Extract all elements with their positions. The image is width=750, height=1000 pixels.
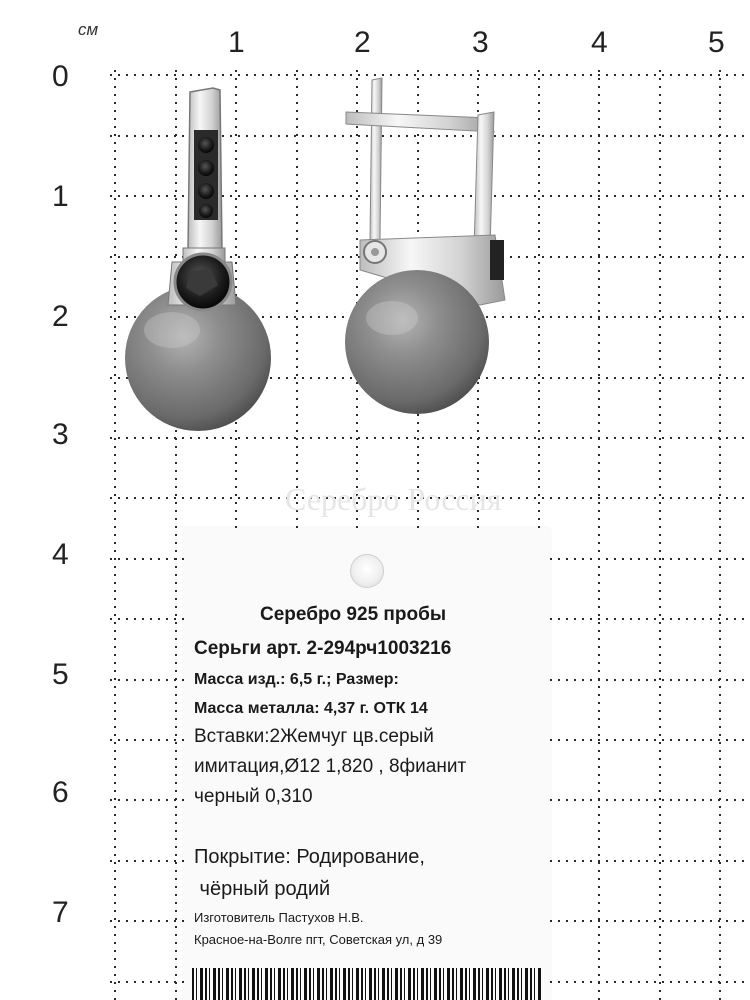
- ruler-top-4: 4: [591, 26, 608, 59]
- tag-mass-item: Масса изд.: 6,5 г.; Размер:: [194, 671, 399, 688]
- tag-coating-line-2: чёрный родий: [194, 878, 331, 900]
- tag-coating-line-1: Покрытие: Родирование,: [194, 846, 425, 868]
- tag-title: Серебро 925 пробы: [260, 604, 447, 625]
- earring-left: [125, 88, 271, 431]
- product-tag: [184, 528, 550, 1000]
- ruler-left-6: 6: [52, 776, 69, 809]
- ruler-left-4: 4: [52, 538, 69, 571]
- ruler-left-7: 7: [52, 896, 69, 929]
- tag-maker-line-1: Изготовитель Пастухов Н.В.: [194, 910, 364, 925]
- tag-maker-line-2: Красное-на-Волге пгт, Советская ул, д 39: [194, 932, 443, 947]
- ruler-top-2: 2: [354, 26, 371, 59]
- ruler-left-0: 0: [52, 60, 69, 93]
- tag-hole: [350, 554, 384, 588]
- ruler-top-1: 1: [228, 26, 245, 59]
- barcode: [192, 968, 542, 1000]
- ruler-left-3: 3: [52, 418, 69, 451]
- ruler-left-5: 5: [52, 658, 69, 691]
- ruler-left-2: 2: [52, 300, 69, 333]
- earring-right: [345, 78, 505, 414]
- tag-mass-metal: Масса металла: 4,37 г. ОТК 14: [194, 700, 428, 717]
- watermark: Серебро Россия: [285, 481, 502, 517]
- tag-inserts-line-3: черный 0,310: [194, 786, 313, 807]
- tag-article: Серьги арт. 2-294рч1003216: [194, 638, 452, 659]
- ruler-unit-label: см: [78, 20, 99, 39]
- ruler-top-3: 3: [472, 26, 489, 59]
- tag-inserts-line-2: имитация,Ø12 1,820 , 8фианит: [194, 756, 467, 777]
- ruler-left-1: 1: [52, 180, 69, 213]
- tag-inserts-line-1: Вставки:2Жемчуг цв.серый: [194, 726, 434, 747]
- ruler-top-5: 5: [708, 26, 725, 59]
